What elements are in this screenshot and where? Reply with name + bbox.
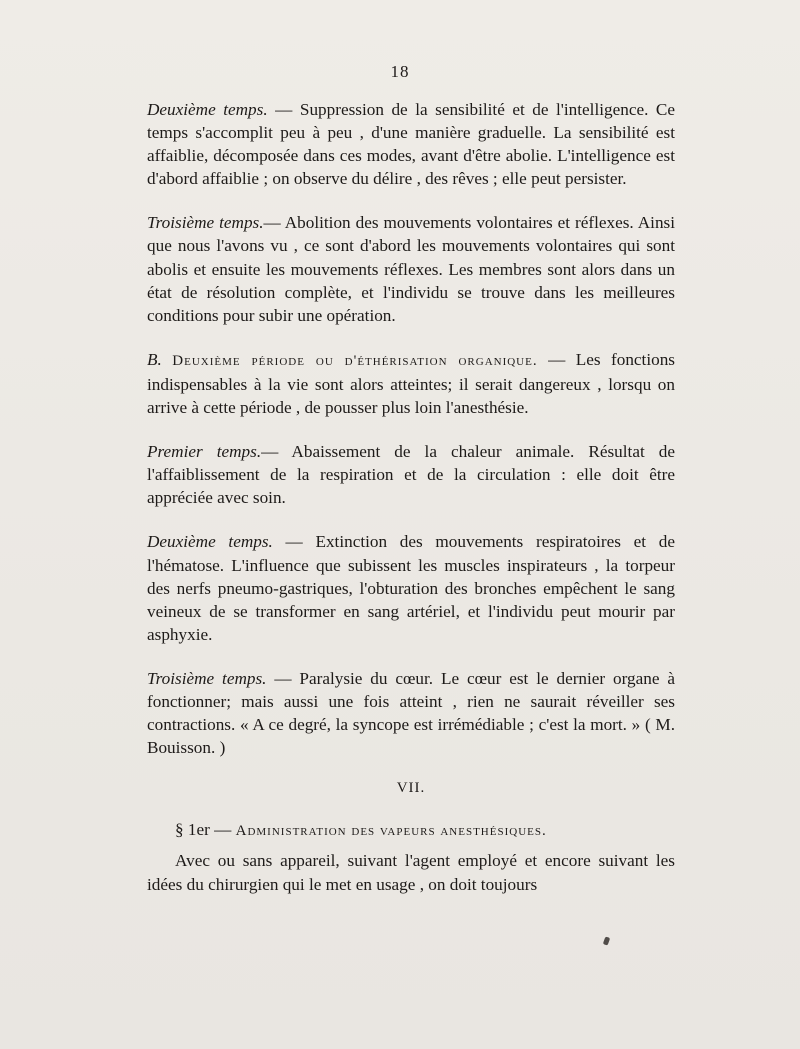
section-numeral: VII.: [396, 780, 426, 797]
paragraph-text: — Paralysie du cœur. Le cœur est le dernier organe à fonctionner; mais aussi une fois atteint , rien ne saurait réveiller ses contractions. « A ce degré, la syncope est irrémédiable ; c'est la mort. » ( M. Bouisson. ): [147, 668, 676, 758]
paragraph-text: — Suppression de la sensibilité et de l'intelligence. Ce temps s'accomplit peu à peu , d'une manière graduelle. La sensibilité est affaiblie, décomposée dans ces modes, avant d'être abolie. L'intelligence est d'abord affaiblie ; on observe du délire , des rêves ; elle peut persister.: [147, 100, 675, 189]
section-subheading-title: Administration des vapeurs anesthésiques.: [235, 823, 547, 840]
paragraph-lead: Deuxième temps.: [147, 532, 273, 552]
paragraph-text: — Abolition des mouvements volontaires et réflexes. Ainsi que nous l'avons vu , ce sont d'abord les mouvements volontaires qui sont abolis et ensuite les mouvements réflexes. Les membres sont alors dans un état de résolution complète, et l'individu se trouve dans les meilleures conditions pour subir une opération.: [147, 213, 675, 325]
paragraph-lead: Troisième temps.: [147, 213, 264, 233]
section-subheading: [147, 818, 675, 843]
paragraph-lead: B.: [147, 349, 162, 369]
paragraph-lead: Deuxième temps.: [147, 100, 268, 119]
paragraph-troisieme-temps-2: [147, 667, 675, 759]
period-title: Deuxième période ou d'éthérisation organique.: [172, 352, 538, 369]
section-subheading-prefix: § 1er —: [175, 820, 232, 840]
page-number: 18: [390, 62, 410, 81]
paragraph-troisieme-temps-1: [147, 211, 675, 326]
paragraph-lead: Premier temps.: [147, 442, 262, 462]
paragraph-text: — Extinction des mouvements respiratoires et de l'hématose. L'influence que subissent les muscles inspirateurs , la torpeur des nerfs pneumo-gastriques, l'obturation des bronches empêchent le sang veineux de se transformer en sang artériel, et l'individu peut mourir par asphyxie.: [147, 532, 675, 644]
paragraph-lead: Troisième temps.: [147, 668, 267, 688]
paragraph-text: — Les fonctions indispensables à la vie sont alors atteintes; il serait dangereux , lorsqu on arrive à cette période , de pousser plus loin l'anesthésie.: [147, 349, 675, 418]
paragraph-deuxieme-periode: [147, 348, 675, 419]
paragraph-premier-temps: [147, 440, 675, 509]
paragraph-text: — Abaissement de la chaleur animale. Résultat de l'affaiblissement de la respiration et de la circulation : elle doit être appréciée avec soin.: [147, 442, 676, 508]
paragraph-deuxieme-temps-1: [147, 98, 675, 190]
paragraph-deuxieme-temps-2: [147, 530, 675, 645]
section-body: Avec ou sans appareil, suivant l'agent employé et encore suivant les idées du chirurgien qui le met en usage , on doit toujours: [147, 851, 675, 894]
ink-speck: [603, 936, 610, 945]
page-body: [147, 98, 675, 896]
